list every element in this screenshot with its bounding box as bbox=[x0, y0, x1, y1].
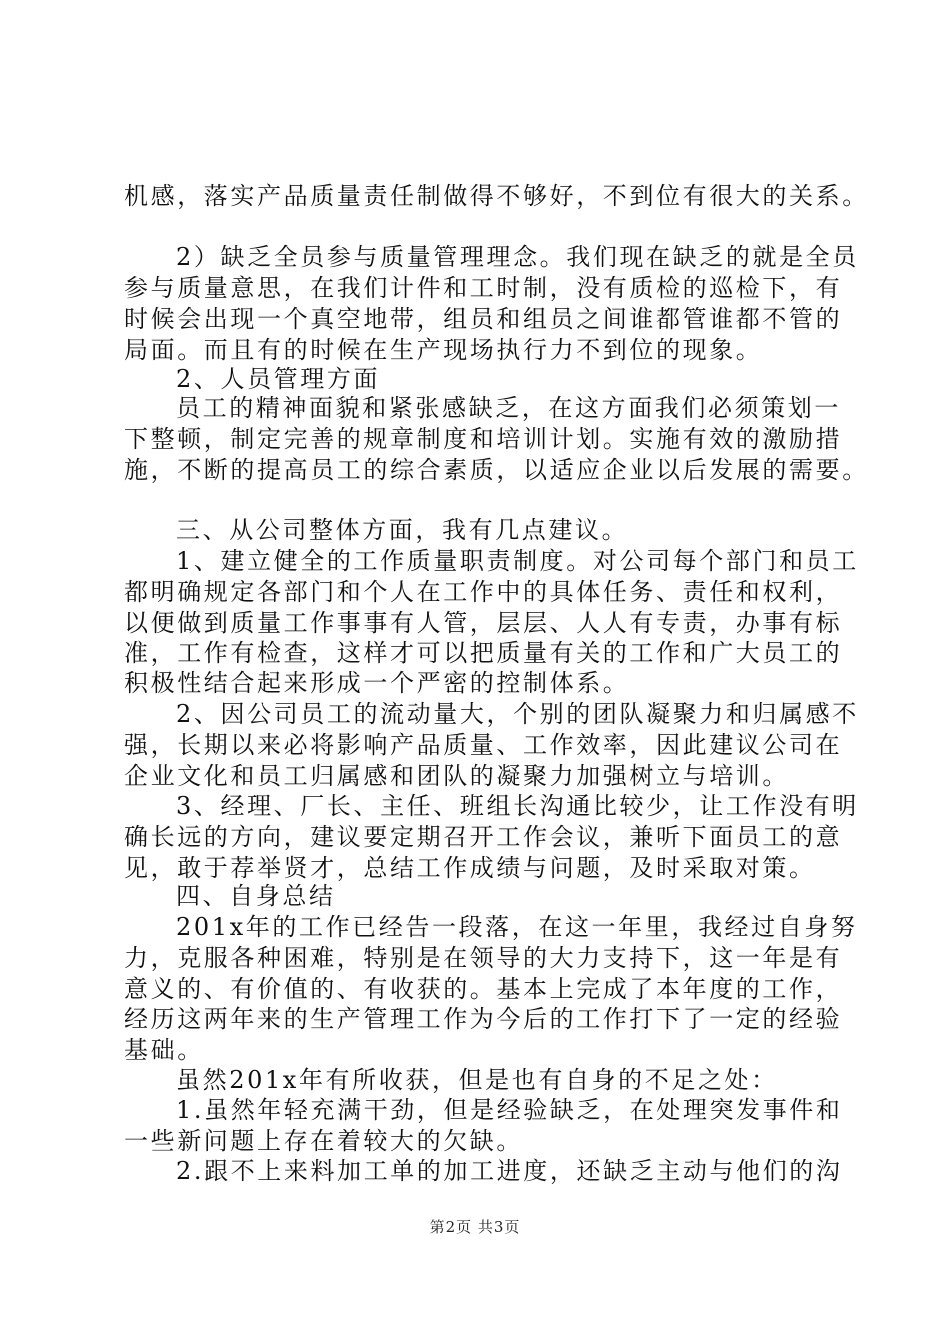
text-line: 2.跟不上来料加工单的加工进度，还缺乏主动与他们的沟 bbox=[176, 1157, 843, 1185]
text-line: 见，敢于荐举贤才，总结工作成绩与问题，及时采取对策。 bbox=[124, 854, 816, 882]
text-line: 1.虽然年轻充满干劲，但是经验缺乏，在处理突发事件和 bbox=[176, 1096, 843, 1124]
text-line: 2）缺乏全员参与质量管理理念。我们现在缺乏的就是全员 bbox=[176, 243, 859, 271]
text-line: 虽然201x年有所收获，但是也有自身的不足之处： bbox=[176, 1066, 778, 1094]
text-line: 施，不断的提高员工的综合素质，以适应企业以后发展的需要。 bbox=[124, 456, 869, 484]
text-line: 都明确规定各部门和个人在工作中的具体任务、责任和权利， bbox=[124, 578, 843, 606]
section-heading: 三、从公司整体方面，我有几点建议。 bbox=[176, 516, 629, 544]
text-line: 基础。 bbox=[124, 1036, 204, 1064]
text-line: 积极性结合起来形成一个严密的控制体系。 bbox=[124, 669, 630, 697]
text-line: 一些新问题上存在着较大的欠缺。 bbox=[124, 1127, 523, 1155]
text-line: 机感，落实产品质量责任制做得不够好，不到位有很大的关系。 bbox=[124, 182, 869, 210]
text-line: 时候会出现一个真空地带，组员和组员之间谁都管谁都不管的 bbox=[124, 305, 843, 333]
text-line: 下整顿，制定完善的规章制度和培训计划。实施有效的激励措 bbox=[124, 425, 843, 453]
text-line: 局面。而且有的时候在生产现场执行力不到位的现象。 bbox=[124, 336, 763, 364]
text-line: 确长远的方向，建议要定期召开工作会议，兼听下面员工的意 bbox=[124, 823, 843, 851]
text-line: 员工的精神面貌和紧张感缺乏，在这方面我们必须策划一 bbox=[176, 394, 841, 422]
text-line: 强，长期以来必将影响产品质量、工作效率，因此建议公司在 bbox=[124, 731, 843, 759]
page-number-footer: 第2页 共3页 bbox=[429, 1218, 521, 1236]
text-line: 准，工作有检查，这样才可以把质量有关的工作和广大员工的 bbox=[124, 639, 843, 667]
text-line: 以便做到质量工作事事有人管，层层、人人有专责，办事有标 bbox=[124, 609, 843, 637]
text-line: 意义的、有价值的、有收获的。基本上完成了本年度的工作， bbox=[124, 975, 843, 1003]
text-line: 经历这两年来的生产管理工作为今后的工作打下了一定的经验 bbox=[124, 1005, 843, 1033]
text-line: 2、因公司员工的流动量大，个别的团队凝聚力和归属感不 bbox=[176, 700, 859, 728]
section-heading: 四、自身总结 bbox=[176, 882, 336, 910]
text-line: 1、建立健全的工作质量职责制度。对公司每个部门和员工 bbox=[176, 547, 859, 575]
text-line: 企业文化和员工归属感和团队的凝聚力加强树立与培训。 bbox=[124, 762, 789, 790]
text-line: 3、经理、厂长、主任、班组长沟通比较少，让工作没有明 bbox=[176, 792, 859, 820]
text-line: 参与质量意思，在我们计件和工时制，没有质检的巡检下，有 bbox=[124, 274, 843, 302]
section-heading: 2、人员管理方面 bbox=[176, 365, 381, 393]
text-line: 力，克服各种困难，特别是在领导的大力支持下，这一年是有 bbox=[124, 944, 843, 972]
text-line: 201x年的工作已经告一段落，在这一年里，我经过自身努 bbox=[176, 913, 858, 941]
